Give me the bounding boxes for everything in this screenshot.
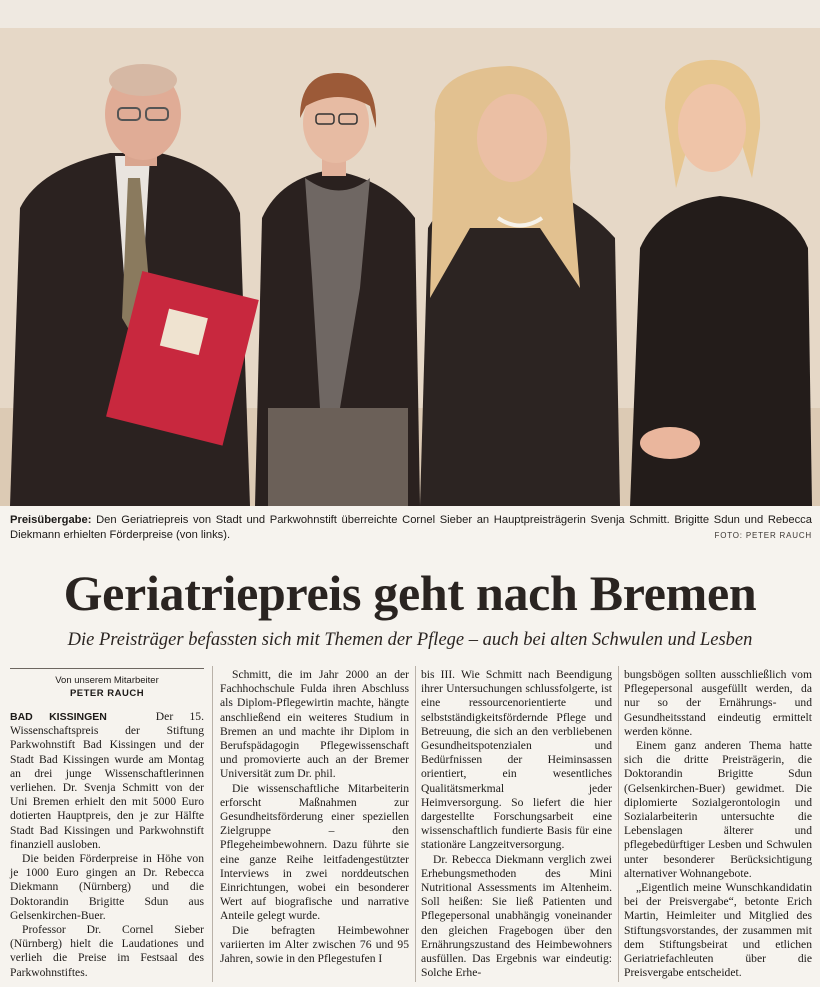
column-divider [618,666,619,982]
subheadline: Die Preisträger befassten sich mit Themen der Pflege – auch bei alten Schwulen und Lesben [67,630,753,650]
paragraph: BAD KISSINGEN Der 15. Wissenschaftspreis der Stiftung Parkwohnstift Bad Kissingen und der Stadt Bad Kissingen wurde am Montag an drei junge Wissenschaftlerinnen verliehen. Dr. Svenja Schmitt von der Uni Bremen erhielt den mit 5000 Euro dotierten Hauptpreis, den je zur Hälfte Stadt Bad Kissingen und Parkwohnstift finanziell ausloben. [10,710,204,851]
article-column-2 [220,668,409,966]
paragraph: Einem ganz anderen Thema hatte sich die dritte Preisträgerin, die Doktorandin Brigitte Sdun (Gelsenkirchen-Buer) gewidmet. Die diplomierte Sozialgerontologin und Sozialarbeiterin untersuchte die Lebenslagen älterer und pflegebedürftiger Lesben und Schwulen unter besonderer Berücksichtigung alternativer Wohnangebote. [624,739,812,880]
dateline: BAD KISSINGEN [10,711,107,723]
paragraph: „Eigentlich meine Wunschkandidatin bei der Preisvergabe“, betonte Erich Martin, Heimleiter und Mitglied des Stiftungsvorstandes, der zusammen mit dem Stiftungsbeirat und etlichen Geriatriefachleuten über die Preisvergabe entscheidet. [624,881,812,980]
group-photo [0,28,820,506]
headline: Geriatriepreis geht nach Bremen [63,565,757,621]
byline [10,668,204,700]
paragraph: Die beiden Förderpreise in Höhe von je 1000 Euro gingen an Dr. Rebecca Diekmann (Nürnberg) und die Doktorandin Brigitte Sdun aus Gelsenkirchen-Buer. [10,852,204,922]
column-divider [415,666,416,982]
caption-label: Preisübergabe: [10,514,92,526]
paragraph: bis III. Wie Schmitt nach Beendigung ihrer Untersuchungen schlussfolgerte, ist eine ressourcenorientierte und selbstständigkeitsfördernde Pflege und Betreuung, die sich an den verbliebenen Gesundheitspotenzialen und Bedürfnissen der Heiminsassen orientiert, ein wesentliches Qualitätsmerkmal jeder Heimversorgung. So liefert die hier dargestellte Forschungsarbeit eine wissenschaftlich fundierte Basis für eine stationäre Langzeitversorgung. [421,668,612,852]
paragraph: bungsbögen sollten ausschließlich vom Pflegepersonal ausgefüllt werden, da nur so der Ernährungs- und Gesundheitsstand eindeutig ermittelt werden könne. [624,668,812,738]
paragraph: Schmitt, die im Jahr 2000 an der Fachhochschule Fulda ihren Abschluss als Diplom-Pflegewirtin machte, hängte anschließend ein weiteres Studium in Bremen an und machte ihr Diplom in Berufspädagogin Pflegewissenschaft und promovierte auch an der Bremer Universität zum Dr. phil. [220,668,409,781]
masthead-fragment [0,0,820,30]
photo-illustration [0,28,820,506]
photo-caption [10,513,812,543]
column-divider [212,666,213,982]
article-column-4 [624,668,812,980]
paragraph: Die wissenschaftliche Mitarbeiterin erforscht Maßnahmen zur Gesundheitsförderung einer speziellen Zielgruppe – den Pflegeheimbewohnern. Dazu führte sie eine ganze Reihe leitfadengestützter Interviews in zwei norddeutschen Einrichtungen, wobei ein besonderer Wert auf biografische und narrative Anteile gelegt wurde. [220,781,409,923]
article-column-1 [10,710,204,980]
photo-credit: FOTO: PETER RAUCH [714,531,812,540]
paragraph: Professor Dr. Cornel Sieber (Nürnberg) hielt die Laudationes und verlieh die Preise im Festsaal des Parkwohnstiftes. [10,923,204,979]
byline-intro: Von unserem Mitarbeiter [55,675,159,686]
caption-text: Den Geriatriepreis von Stadt und Parkwohnstift überreichte Cornel Sieber an Hauptpreisträgerin Svenja Schmitt. Brigitte Sdun und Rebecca Diekmann erhielten Förderpreise (von links). [10,514,812,541]
paragraph: Die befragten Heimbewohner variierten im Alter zwischen 76 und 95 Jahren, sowie in den Pflegestufen I [220,923,409,966]
paragraph: Dr. Rebecca Diekmann verglich zwei Erhebungsmethoden des Mini Nutritional Assessments im Altenheim. Soll heißen: Sie ließ Patienten und Pflegepersonal unabhängig voneinander den gleichen Fragebogen über den Ernährungszustand des Heimbewohners ausfüllen. Das Ergebnis war eindeutig: Solche Erhe- [421,852,612,980]
byline-author: PETER RAUCH [69,688,145,699]
article-column-3 [421,668,612,980]
